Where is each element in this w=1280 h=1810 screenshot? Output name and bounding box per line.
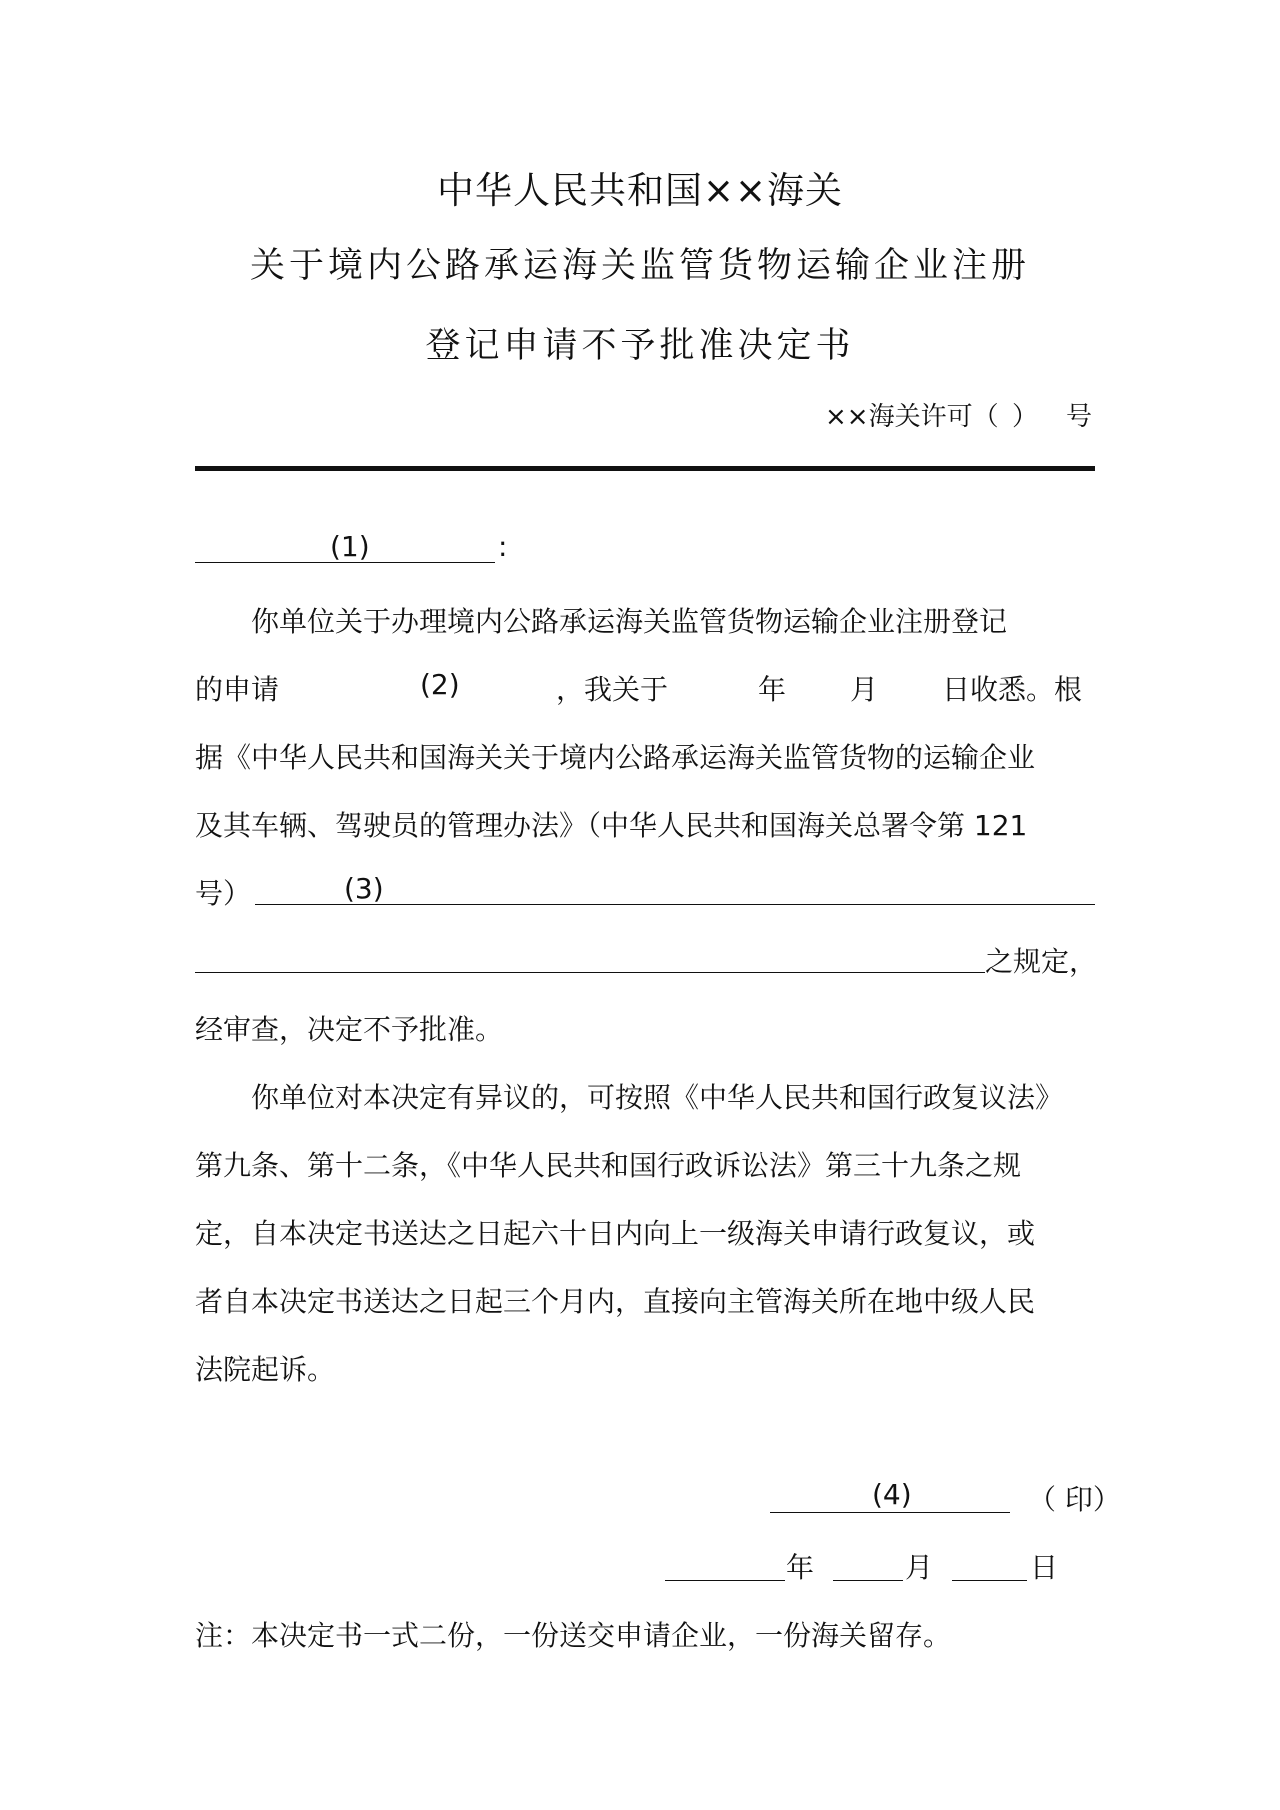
p1-marker-3: (3) xyxy=(344,872,384,905)
p2-line-3: 定，自本决定书送达之日起六十日内向上一级海关申请行政复议，或 xyxy=(195,1217,1036,1250)
p1-month: 月 xyxy=(850,673,879,706)
doc-number-suffix: 号 xyxy=(1066,402,1093,432)
p1-line-7: 经审查，决定不予批准。 xyxy=(195,1013,504,1046)
p1-line-3: 据《中华人民共和国海关关于境内公路承运海关监管货物的运输企业 xyxy=(195,741,1036,774)
doc-number-prefix: ××海关许可（ xyxy=(825,402,999,432)
title-line-2: 关于境内公路承运海关监管货物运输企业注册 xyxy=(249,246,1030,286)
footnote: 注：本决定书一式二份，一份送交申请企业，一份海关留存。 xyxy=(195,1619,952,1652)
seal-label: （ 印） xyxy=(1028,1483,1121,1516)
p1-marker-2: (2) xyxy=(420,668,460,701)
addressee-marker: (1) xyxy=(330,530,370,563)
header-rule xyxy=(195,466,1095,471)
signature-marker: (4) xyxy=(872,1478,912,1511)
p1-year: 年 xyxy=(758,673,787,706)
doc-number-close: ） xyxy=(1012,402,1039,432)
p2-line-2: 第九条、第十二条，《中华人民共和国行政诉讼法》第三十九条之规 xyxy=(195,1149,1022,1182)
date-day: 日 xyxy=(1030,1551,1059,1584)
p2-line-4: 者自本决定书送达之日起三个月内，直接向主管海关所在地中级人民 xyxy=(195,1285,1036,1318)
reason-underline-1 xyxy=(255,904,1095,905)
p1-line-2c: 日收悉。根 xyxy=(942,673,1083,706)
date-year-underline xyxy=(665,1580,785,1581)
p1-line-4: 及其车辆、驾驶员的管理办法》（中华人民共和国海关总署令第 121 xyxy=(195,809,1028,842)
p1-line-2a: 的申请 xyxy=(195,673,280,706)
date-day-underline xyxy=(952,1580,1027,1581)
date-month-underline xyxy=(833,1580,903,1581)
p1-line-1: 你单位关于办理境内公路承运海关监管货物运输企业注册登记 xyxy=(251,605,1008,638)
p1-line-2b: ，我关于 xyxy=(556,673,669,706)
signature-underline xyxy=(770,1512,1010,1513)
p2-line-5: 法院起诉。 xyxy=(195,1353,336,1386)
p1-line-5a: 号） xyxy=(195,877,252,910)
p1-line-6: 之规定， xyxy=(985,945,1098,978)
title-line-3: 登记申请不予批准决定书 xyxy=(425,326,855,366)
title-line-1: 中华人民共和国××海关 xyxy=(436,169,843,212)
addressee-colon: : xyxy=(498,530,508,563)
reason-underline-2 xyxy=(195,972,985,973)
date-month: 月 xyxy=(905,1551,934,1584)
date-year: 年 xyxy=(786,1551,815,1584)
p2-line-1: 你单位对本决定有异议的，可按照《中华人民共和国行政复议法》 xyxy=(251,1081,1064,1114)
